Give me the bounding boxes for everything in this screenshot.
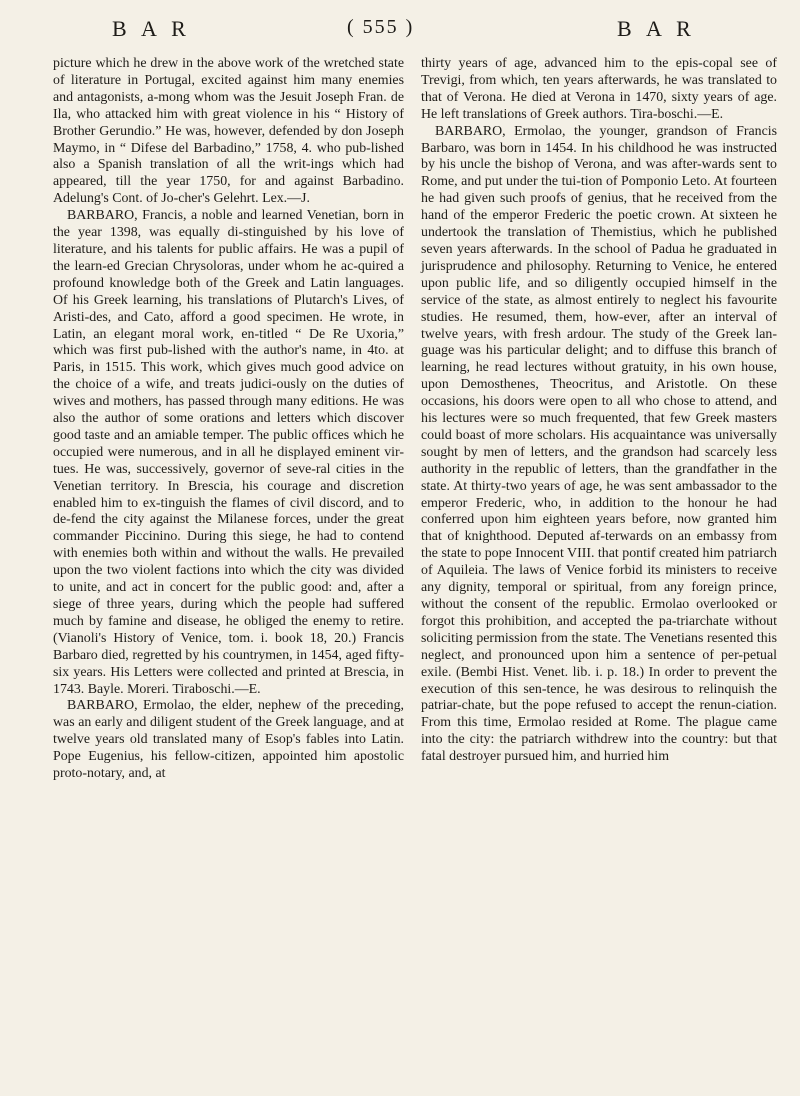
header-left: B A R (112, 16, 191, 41)
entry-barbaro-francis: BARBARO, Francis, a noble and learned Venetian, born in the year 1398, was equally di-stinguished by his love of literature, and his talents for public affairs. He was a pupil of the learn-ed Grecian Chrysoloras, under whom he ac-quired a profound knowledge both of the Greek and Latin languages. Of his Greek learning, his translations of Plutarch's Lives, of Aristi-des, and Cato, afford a good specimen. He wrote, in Latin, an elegant moral work, en-titled “ De Re Uxoria,” which was first pub-lished with the author's name, in 4to. at Paris, in 1515. This work, which gives much good advice on the choice of a wife, and treats judici-ously on the duties of wives and mothers, has passed through many editions. He was also the author of some orations and letters which discover good taste and an amiable temper. The public offices which he occupied were numerous, and in all he displayed eminent vir-tues. He was, successively, governor of seve-ral cities in the Venetian territory. In Brescia, his courage and discretion enabled him to ex-tinguish the flames of civil discord, and to de-fend the city against the Milanese forces, under the great commander Piccinino. During this siege, he had to contend with enemies both within and without the walls. He prevailed upon the two violent factions into which the city was divided to unite, and act in concert for the public good: and, after a siege of three years, during which the people had suffered much by famine and disease, he obliged the enemy to retire. (Vianoli's History of Venice, tom. i. book 18, 20.) Francis Barbaro died, regretted by his countrymen, in 1454, aged fifty-six years. His Letters were collected and printed at Brescia, in 1743. Bayle. Moreri. Tiraboschi.—E. (53, 208, 404, 697)
left-column (53, 56, 404, 783)
header-right: B A R (617, 16, 696, 41)
paragraph-continuation-right: thirty years of age, advanced him to the epis-copal see of Trevigi, from which, ten years afterwards, he was translated to that of Verona. He died at Verona in 1470, sixty years of age. He left translations of Greek authors. Tira-boschi.—E. (421, 56, 777, 122)
right-column (421, 56, 777, 766)
running-header (0, 8, 800, 48)
entry-barbaro-ermolao-younger: BARBARO, Ermolao, the younger, grandson of Francis Barbaro, was born in 1454. In his childhood he was instructed by his uncle the bishop of Verona, and was after-wards sent to Rome, and put under the tui-tion of Pomponio Leto. At fourteen he had given such proofs of genius, that he received from the hand of the emperor Frederic the poetic crown. At sixteen he undertook the translation of Themistius, which he published seven years afterwards. In the school of Padua he graduated in jurisprudence and philosophy. Returning to Venice, he entered upon public life, and so diligently occupied himself in the service of the state, as almost entirely to neglect his favourite studies. He resumed, them, how-ever, after an interval of twelve years, with fresh ardour. The study of the Greek lan-guage was his particular delight; and to diffuse this branch of learning, he read lectures without gratuity, in his own house, upon Demosthenes, Theocritus, and Aristotle. On these occasions, his doors were open to all who chose to attend, and his lectures were so much frequented, that few Greek masters could boast of more scholars. His acquaintance was universally sought by men of letters, and the grandson had scarcely less authority in the republic of letters, than the grandfather in the state. At thirty-two years of age, he was sent ambassador to the emperor Frederic, who, in addition to the honour he had conferred upon him eighteen years before, now granted him that of knighthood. Deputed af-terwards on an embassy from the state to pope Innocent VIII. that pontif created him patriarch of Aquileia. The laws of Venice forbid its ministers to receive any dignity, temporal or spiritual, from any foreign prince, without the consent of the republic. Ermolao overlooked or forgot this prohibition, and accepted the pa-triarchate without soliciting permission from the state. The Venetians resented this neglect, and pronounced upon him a sentence of per-petual exile. (Bembi Hist. Venet. lib. i. p. 18.) In order to prevent the execution of this sen-tence, he was desirous to relinquish the patriar-chate, but the pope refused to accept the renun-ciation. From this time, Ermolao resided at Rome. The plague came into the city: the patriarch withdrew into the country: but that fatal destroyer pursued him, and hurried him (421, 123, 777, 765)
entry-barbaro-ermolao-elder: BARBARO, Ermolao, the elder, nephew of the preceding, was an early and diligent student of the Greek language, and at twelve years old translated many of Esop's fables into Latin. Pope Eugenius, his fellow-citizen, appointed him apostolic proto-notary, and, at (53, 698, 404, 782)
paragraph-continuation: picture which he drew in the above work of the wretched state of literature in Portugal, excited against him many enemies and antagonists, a-mong whom was the Jesuit Joseph Fran. de Ila, who attacked him with great violence in his “ History of Brother Gerundio.” He was, however, defended by don Joseph Maymo, in “ Difese del Barbadino,” 1758, 4. who pub-lished also a Spanish translation of all the writ-ings which had appeared, till the year 1750, for and against Barbadino. Adelung's Cont. of Jo-cher's Gelehrt. Lex.—J. (53, 56, 404, 207)
page-number: ( 555 ) (347, 16, 415, 38)
